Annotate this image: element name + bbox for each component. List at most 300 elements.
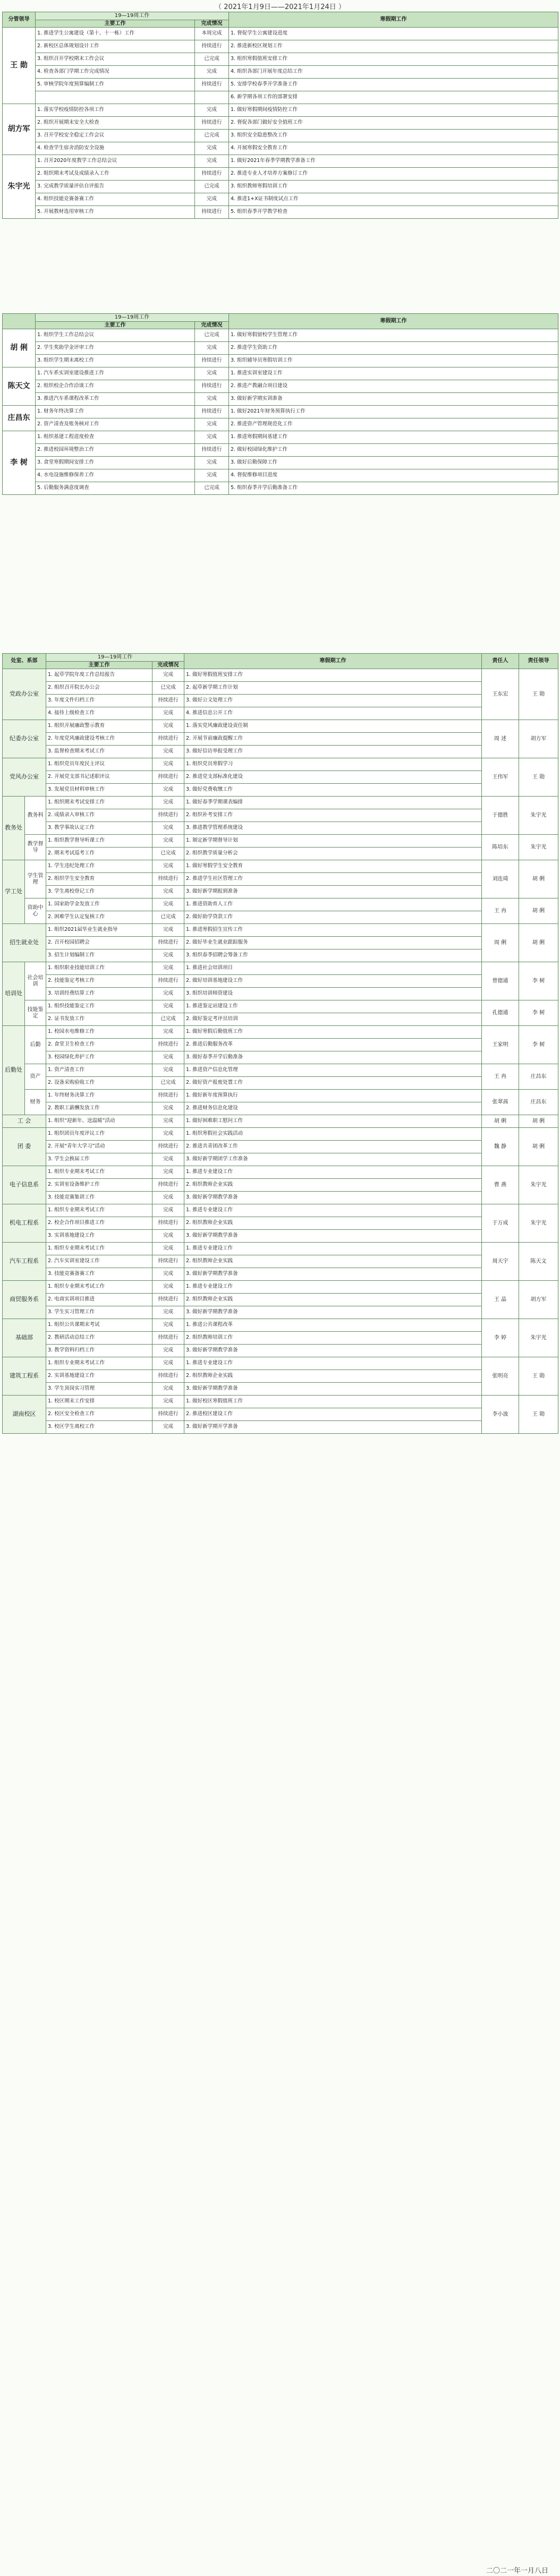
responsible-leader: 李 树 [519, 1000, 558, 1026]
period-header: 19—19周工作 [36, 314, 229, 322]
responsible-leader: 朱宇光 [519, 835, 558, 860]
main-work-cell: 3. 校区学生离校工作 [46, 1421, 152, 1434]
main-work-cell: 2. 期末考试巡考工作 [46, 848, 152, 860]
table-row [3, 206, 558, 219]
sub-department-name: 财务 [25, 1090, 46, 1115]
department-name: 党风办公室 [3, 758, 46, 797]
table-row [3, 155, 558, 168]
table-row [3, 91, 558, 104]
table-row [3, 469, 558, 482]
next-work-cell: 1. 推进资助育人工作 [184, 898, 482, 911]
leader-work-table-2 [2, 313, 558, 495]
table-row [3, 898, 558, 911]
main-work-cell: 2. 组织学生安全教育 [46, 873, 152, 886]
table-row [3, 66, 558, 79]
main-work-cell: 1. 国家助学金发放工作 [46, 898, 152, 911]
main-work-cell: 1. 组织教学督导听课工作 [46, 835, 152, 848]
person-header: 责任人 [482, 654, 519, 669]
next-work-cell: 1. 推进资产信息化管理 [184, 1064, 482, 1077]
next-work-cell: 3. 组织寒假值班安排工作 [229, 53, 558, 66]
table-row [3, 1000, 558, 1013]
status-cell [195, 91, 229, 104]
responsible-leader: 胡 俐 [519, 860, 558, 898]
main-work-cell: 2. 组织召开院长办公会 [46, 682, 152, 695]
next-work-cell: 1. 推进公共课程改革 [184, 1319, 482, 1332]
table-row [3, 329, 558, 342]
next-work-cell: 1. 做好2021年财务预算执行工作 [229, 406, 558, 418]
sub-department-name: 教学督导 [25, 835, 46, 860]
next-work-cell: 1. 推进专业建设工作 [184, 1204, 482, 1217]
next-work-cell: 3. 做好新学期教学准备 [184, 1306, 482, 1319]
status-cell: 完成 [152, 1115, 184, 1128]
main-work-cell [36, 91, 195, 104]
department-name: 纪委办公室 [3, 720, 46, 758]
responsible-leader: 庄昌东 [519, 1064, 558, 1090]
document-date: 二〇二一年一月八日 [486, 2567, 548, 2575]
main-work-cell: 3. 组织学生期末离校工作 [36, 355, 195, 367]
next-work-cell: 4. 督促维修项目进度 [229, 469, 558, 482]
table-row [3, 1319, 558, 1332]
next-work-cell: 2. 组织教师企业实践 [184, 1255, 482, 1268]
main-work-cell: 2. 电商实训项目推进 [46, 1294, 152, 1306]
status-cell: 持续进行 [195, 355, 229, 367]
table-row [3, 457, 558, 469]
status-cell: 完成 [152, 1383, 184, 1396]
table-row [3, 104, 558, 117]
next-work-cell: 1. 督促学生公寓建设进度 [229, 28, 558, 40]
next-work-cell: 4. 组织各部门开展年度总结工作 [229, 66, 558, 79]
leader-name: 陈天文 [3, 367, 36, 406]
next-work-cell: 3. 做好新学期教学准备 [184, 1192, 482, 1204]
department-name: 学工处 [3, 860, 25, 924]
department-name: 培训处 [3, 962, 25, 1026]
table-row [3, 797, 558, 809]
status-cell: 完成 [152, 949, 184, 962]
status-cell: 完成 [152, 746, 184, 758]
table-row [3, 822, 558, 835]
next-work-cell: 3. 组织教师寒假培训工作 [229, 181, 558, 193]
next-work-cell: 1. 制定新学期督导计划 [184, 835, 482, 848]
table-row [3, 860, 558, 873]
main-work-cell: 1. 财务年终决算工作 [36, 406, 195, 418]
responsible-person: 胡 俐 [482, 1115, 519, 1128]
main-work-cell: 2. 证书发放工作 [46, 1013, 152, 1026]
main-work-cell: 3. 教学事故认定工作 [46, 822, 152, 835]
status-cell: 完成 [195, 367, 229, 380]
next-work-cell: 1. 推进专业建设工作 [184, 1281, 482, 1294]
status-cell: 完成 [152, 1345, 184, 1357]
next-work-cell: 3. 推进教学管理系统建设 [184, 822, 482, 835]
responsible-person: 王 冉 [482, 898, 519, 924]
table-row [3, 393, 558, 406]
next-work-cell: 2. 推进校区建设工作 [184, 1408, 482, 1421]
next-work-cell: 1. 做好寒假值班安排工作 [184, 669, 482, 682]
date-range-subtitle: （ 2021年1月9日——2021年1月24日 ） [215, 3, 345, 11]
next-work-cell: 2. 起草新学期工作计划 [184, 682, 482, 695]
table-row [3, 1204, 558, 1217]
status-cell: 完成 [152, 1153, 184, 1166]
department-name: 机电工程系 [3, 1204, 46, 1243]
table-row [3, 1306, 558, 1319]
main-work-cell: 2. 组织开展期末安全大检查 [36, 117, 195, 130]
table-row [3, 1217, 558, 1230]
table-row [3, 1230, 558, 1243]
table-row [3, 367, 558, 380]
main-work-cell: 2. 学生奖助学金评审工作 [36, 342, 195, 355]
status-cell: 完成 [195, 142, 229, 155]
next-work-cell: 2. 做好校园绿化维护工作 [229, 444, 558, 457]
table-row [3, 193, 558, 206]
next-work-cell: 1. 做好春季学期课表编排 [184, 797, 482, 809]
sub-department-name: 学生管理 [25, 860, 46, 898]
next-work-cell: 4. 开展寒假安全教育工作 [229, 142, 558, 155]
next-work-cell: 3. 做好新学期教学准备 [184, 1268, 482, 1281]
status-cell: 持续进行 [152, 771, 184, 784]
main-work-cell: 3. 培训经费结算工作 [46, 988, 152, 1000]
status-cell: 完成 [152, 784, 184, 797]
table-row [3, 1383, 558, 1396]
next-work-cell: 6. 新学期各项工作的部署安排 [229, 91, 558, 104]
table-row [3, 1192, 558, 1204]
status-cell: 持续进行 [152, 873, 184, 886]
department-name: 后勤处 [3, 1026, 25, 1115]
next-work-cell: 1. 推进寒假期间基建工作 [229, 431, 558, 444]
next-work-cell: 2. 组织教学质量分析会 [184, 848, 482, 860]
status-cell: 持续进行 [152, 1294, 184, 1306]
main-work-cell: 2. 资产清查及账务核对工作 [36, 418, 195, 431]
main-work-cell: 1. 组织开展廉政警示教育 [46, 720, 152, 733]
status-cell: 完成 [152, 758, 184, 771]
leader-name: 朱宇光 [3, 155, 36, 219]
next-work-cell: 1. 做好寒假期间疫情防控工作 [229, 104, 558, 117]
table-row [3, 482, 558, 495]
status-cell: 完成 [152, 886, 184, 898]
main-work-cell: 2. 组织校企合作洽谈工作 [36, 380, 195, 393]
table-row [3, 988, 558, 1000]
status-cell: 完成 [152, 1192, 184, 1204]
status-cell: 完成 [152, 1319, 184, 1332]
status-cell: 完成 [195, 66, 229, 79]
status-cell: 持续进行 [152, 1217, 184, 1230]
status-cell: 本周完成 [195, 28, 229, 40]
next-work-cell: 2. 组织教师企业实践 [184, 1179, 482, 1192]
main-work-cell: 2. 实训基地建设工作 [46, 1370, 152, 1383]
main-work-header: 主要工作 [36, 321, 195, 329]
responsible-person: 王东宏 [482, 669, 519, 720]
status-cell: 完成 [152, 1051, 184, 1064]
main-work-cell: 2. 校企合作项目推进工作 [46, 1217, 152, 1230]
main-work-cell: 3. 组织召开学校期末工作会议 [36, 53, 195, 66]
status-cell: 持续进行 [152, 1039, 184, 1051]
status-cell: 持续进行 [195, 444, 229, 457]
status-cell: 完成 [152, 1166, 184, 1179]
status-cell: 完成 [195, 155, 229, 168]
table-row [3, 873, 558, 886]
responsible-leader: 陈天文 [519, 1243, 558, 1281]
main-work-cell: 3. 校园绿化养护工作 [46, 1051, 152, 1064]
next-work-cell: 1. 推进社会培训项目 [184, 962, 482, 975]
table-row [3, 28, 558, 40]
leader-header: 责任领导 [519, 654, 558, 669]
next-work-cell: 2. 推进党支部标准化建设 [184, 771, 482, 784]
sub-department-name: 技能鉴定 [25, 1000, 46, 1026]
table-row [3, 1051, 558, 1064]
status-cell: 完成 [152, 669, 184, 682]
main-work-cell: 3. 发展党员材料审核工作 [46, 784, 152, 797]
table-row [3, 835, 558, 848]
table-row [3, 431, 558, 444]
status-cell: 完成 [152, 1281, 184, 1294]
main-work-cell: 1. 校区期末工作安排 [46, 1396, 152, 1408]
main-work-cell: 3. 技能竞赛备赛工作 [46, 1268, 152, 1281]
table-row [3, 380, 558, 393]
responsible-person: 于德胜 [482, 797, 519, 835]
main-work-cell: 1. 组织专业期末考试工作 [46, 1281, 152, 1294]
status-cell: 完成 [152, 1026, 184, 1039]
main-work-cell: 2. 开展党支部书记述职评议 [46, 771, 152, 784]
main-work-cell: 3. 完成教学质量评估自评报告 [36, 181, 195, 193]
responsible-leader: 胡 俐 [519, 1128, 558, 1166]
next-work-cell: 1. 做好困难职工慰问工作 [184, 1115, 482, 1128]
responsible-leader: 胡 俐 [519, 924, 558, 962]
responsible-person: 张翠茜 [482, 1090, 519, 1115]
main-work-cell: 2. 教研活动总结工作 [46, 1332, 152, 1345]
next-work-cell: 2. 组织补考安排工作 [184, 809, 482, 822]
main-work-cell: 1. 组织党员年度民主评议 [46, 758, 152, 771]
responsible-leader: 胡方军 [519, 720, 558, 758]
status-cell: 已完成 [195, 53, 229, 66]
main-work-cell: 2. 困难学生认定复核工作 [46, 911, 152, 924]
main-work-cell: 5. 开展教材选用审核工作 [36, 206, 195, 219]
status-cell: 完成 [152, 822, 184, 835]
next-work-cell: 1. 组织党员寒假学习 [184, 758, 482, 771]
table-row [3, 342, 558, 355]
status-cell: 完成 [152, 1243, 184, 1255]
next-work-cell: 5. 组织春季开学教学检查 [229, 206, 558, 219]
status-header: 完成情况 [195, 20, 229, 28]
table-row [3, 669, 558, 682]
next-work-cell: 2. 推进资产管理规范化工作 [229, 418, 558, 431]
main-work-cell: 3. 学生实习管理工作 [46, 1306, 152, 1319]
main-work-cell: 2. 组织期末考试及成绩录入工作 [36, 168, 195, 181]
main-work-cell: 2. 开展“青年大学习”活动 [46, 1141, 152, 1153]
table-row [3, 1077, 558, 1090]
responsible-leader: 朱宇光 [519, 1319, 558, 1357]
next-work-cell: 3. 做好新学期报到准备 [184, 886, 482, 898]
status-cell: 已完成 [195, 482, 229, 495]
next-work-cell: 3. 做好春季开学后勤准备 [184, 1051, 482, 1064]
next-work-cell: 2. 推进共青团改革工作 [184, 1141, 482, 1153]
lead-header: 分管领导 [3, 12, 36, 28]
next-work-cell: 1. 推进专业建设工作 [184, 1166, 482, 1179]
responsible-person: 刘连琦 [482, 860, 519, 898]
leader-name: 庄昌东 [3, 406, 36, 431]
table-row [3, 168, 558, 181]
period-header: 19—19周工作 [36, 12, 229, 20]
responsible-person: 曾德通 [482, 962, 519, 1000]
status-cell: 完成 [152, 1268, 184, 1281]
table-row [3, 1102, 558, 1115]
next-work-cell: 5. 安排学校春季开学准备工作 [229, 79, 558, 91]
status-cell: 完成 [195, 418, 229, 431]
table-row [3, 40, 558, 53]
table-row [3, 406, 558, 418]
responsible-person: 李小波 [482, 1396, 519, 1434]
next-work-cell: 2. 督促各部门做好安全值班工作 [229, 117, 558, 130]
leader-name: 王 勋 [3, 28, 36, 104]
next-work-cell: 3. 做好新学期教学准备 [184, 1383, 482, 1396]
department-name: 教务处 [3, 797, 25, 860]
next-work-cell: 1. 推进寒假招生宣传工作 [184, 924, 482, 937]
leader-name: 胡方军 [3, 104, 36, 155]
next-work-cell: 3. 组织安全隐患整改工作 [229, 130, 558, 142]
responsible-leader: 王 勋 [519, 1396, 558, 1434]
status-cell: 完成 [152, 898, 184, 911]
status-cell: 完成 [152, 1306, 184, 1319]
table-row [3, 707, 558, 720]
responsible-person: 魏 静 [482, 1128, 519, 1166]
next-work-cell: 2. 推进产教融合项目建设 [229, 380, 558, 393]
table-row [3, 1013, 558, 1026]
responsible-leader: 朱宇光 [519, 1166, 558, 1204]
main-work-cell: 1. 组织专业期末考试工作 [46, 1357, 152, 1370]
next-work-cell: 1. 做好2021年春季学期教学准备工作 [229, 155, 558, 168]
responsible-person: 王 晶 [482, 1281, 519, 1319]
sub-department-name: 后勤 [25, 1026, 46, 1064]
leader-work-table-1 [2, 12, 558, 219]
main-work-cell: 3. 技能竞赛集训工作 [46, 1192, 152, 1204]
table-row [3, 181, 558, 193]
table-row [3, 142, 558, 155]
status-cell: 持续进行 [152, 975, 184, 988]
status-cell: 已完成 [152, 1013, 184, 1026]
table-row [3, 848, 558, 860]
table-row [3, 962, 558, 975]
status-header: 完成情况 [195, 321, 229, 329]
status-cell: 完成 [152, 835, 184, 848]
main-work-cell: 4. 检查各部门学期工作完成情况 [36, 66, 195, 79]
main-work-cell: 1. 组织职业技能培训工作 [46, 962, 152, 975]
responsible-leader: 朱宇光 [519, 797, 558, 835]
leader-name: 胡 俐 [3, 329, 36, 367]
main-work-cell: 3. 学生会换届工作 [46, 1153, 152, 1166]
table-row [3, 937, 558, 949]
main-work-cell: 1. 组织专业期末考试工作 [46, 1204, 152, 1217]
next-work-cell: 1. 做好寒假后勤值班工作 [184, 1026, 482, 1039]
responsible-person: 张明亮 [482, 1357, 519, 1396]
table-row [3, 758, 558, 771]
next-work-cell: 2. 组织教师企业实践 [184, 1294, 482, 1306]
status-cell: 已完成 [195, 181, 229, 193]
table-row [3, 444, 558, 457]
next-work-cell: 3. 做好信访举报受理工作 [184, 746, 482, 758]
main-work-cell: 4. 接待上级检查工作 [46, 707, 152, 720]
status-header: 完成情况 [152, 661, 184, 669]
table-row [3, 1357, 558, 1370]
leader-name: 李 树 [3, 431, 36, 495]
main-work-cell: 1. 落实学校疫情防控各项工作 [36, 104, 195, 117]
main-work-cell: 2. 教职工薪酬发放工作 [46, 1102, 152, 1115]
status-cell: 完成 [152, 1204, 184, 1217]
status-cell: 完成 [152, 860, 184, 873]
table-row [3, 355, 558, 367]
next-work-cell: 1. 推进专业建设工作 [184, 1243, 482, 1255]
status-cell: 完成 [152, 988, 184, 1000]
department-name: 基础部 [3, 1319, 46, 1357]
main-work-cell: 3. 教学资料归档工作 [46, 1345, 152, 1357]
department-name: 商贸服务系 [3, 1281, 46, 1319]
table-row [3, 79, 558, 91]
main-work-cell: 2. 汽车实训室建设工作 [46, 1255, 152, 1268]
status-cell: 完成 [152, 1102, 184, 1115]
department-name: 电子信息系 [3, 1166, 46, 1204]
status-cell: 完成 [152, 1000, 184, 1013]
next-work-cell: 2. 做好培训基地建设工作 [184, 975, 482, 988]
department-name: 汽车工程系 [3, 1243, 46, 1281]
table-row [3, 682, 558, 695]
next-work-cell: 1. 推进专业建设工作 [184, 1357, 482, 1370]
status-cell: 已完成 [152, 1077, 184, 1090]
status-cell: 完成 [152, 720, 184, 733]
responsible-person: 周 述 [482, 720, 519, 758]
next-work-cell: 3. 做好新学期教学准备 [184, 1230, 482, 1243]
status-cell: 持续进行 [195, 40, 229, 53]
status-cell: 完成 [152, 1357, 184, 1370]
status-cell: 完成 [195, 431, 229, 444]
next-work-cell: 2. 推进财务信息化建设 [184, 1102, 482, 1115]
next-work-cell: 2. 开展节前廉政提醒工作 [184, 733, 482, 746]
main-work-cell: 1. 召开2020年度教学工作总结会议 [36, 155, 195, 168]
table-row [3, 1408, 558, 1421]
next-work-cell: 3. 做好新学期实训准备 [229, 393, 558, 406]
status-cell: 持续进行 [152, 1141, 184, 1153]
department-name: 建筑工程系 [3, 1357, 46, 1396]
table-row [3, 130, 558, 142]
main-work-cell: 1. 组织基建工程进度检查 [36, 431, 195, 444]
status-cell: 持续进行 [152, 1090, 184, 1102]
main-work-cell: 1. 组织专业期末考试工作 [46, 1166, 152, 1179]
table-row [3, 1421, 558, 1434]
table-row [3, 949, 558, 962]
next-work-cell: 3. 做好新学期团学工作准备 [184, 1153, 482, 1166]
status-cell: 完成 [152, 1421, 184, 1434]
main-work-cell: 2. 召开校园招聘会 [46, 937, 152, 949]
status-cell: 完成 [152, 1396, 184, 1408]
table-row [3, 720, 558, 733]
main-work-cell: 1. 组织学生工作总结会议 [36, 329, 195, 342]
table-row [3, 1090, 558, 1102]
table-row [3, 1128, 558, 1141]
main-work-cell: 1. 组织技能鉴定工作 [46, 1000, 152, 1013]
next-work-cell: 2. 推进后勤服务改革 [184, 1039, 482, 1051]
status-cell: 已完成 [152, 848, 184, 860]
next-work-cell: 2. 做好资产报废处置工作 [184, 1077, 482, 1090]
next-work-cell: 3. 做好党费收缴工作 [184, 784, 482, 797]
table-row [3, 1026, 558, 1039]
main-work-cell: 3. 招生计划编制工作 [46, 949, 152, 962]
status-cell: 完成 [152, 924, 184, 937]
status-cell: 持续进行 [195, 168, 229, 181]
main-work-cell: 3. 学生顶岗实习管理 [46, 1383, 152, 1396]
next-work-cell: 3. 做好新学期教学准备 [184, 1345, 482, 1357]
status-cell: 持续进行 [152, 1408, 184, 1421]
next-work-cell: 3. 做好后勤保障工作 [229, 457, 558, 469]
main-work-cell: 1. 组织公共课期末考试 [46, 1319, 152, 1332]
responsible-person: 曹 燕 [482, 1166, 519, 1204]
status-cell: 完成 [195, 457, 229, 469]
next-work-cell: 3. 组织春季招聘会筹备工作 [184, 949, 482, 962]
next-work-cell: 1. 推进鉴定站建设工作 [184, 1000, 482, 1013]
